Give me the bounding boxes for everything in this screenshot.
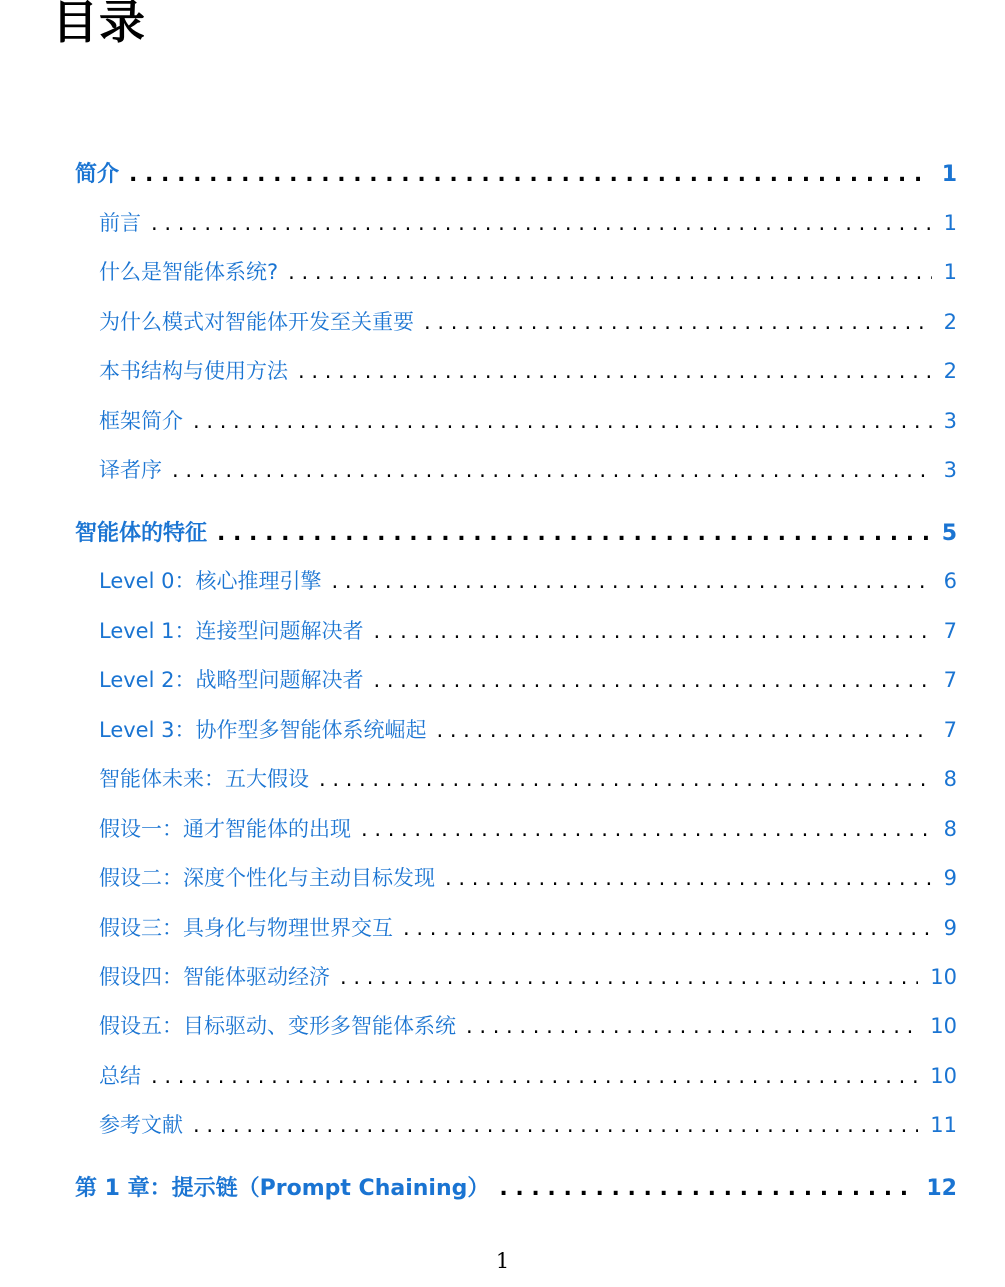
toc-entry-page: 1 (943, 211, 957, 235)
toc-entry-page: 2 (943, 310, 957, 334)
toc-entry-label: 什么是智能体系统? (99, 260, 279, 284)
toc-entry-chapter[interactable] (75, 516, 957, 547)
dot-leader (319, 767, 932, 791)
toc-entry-page: 2 (943, 359, 957, 383)
toc-entry-chapter[interactable] (75, 157, 957, 188)
dot-leader (298, 359, 932, 383)
toc-entry-page: 9 (943, 866, 957, 890)
dot-leader (373, 619, 931, 643)
dot-leader (424, 310, 932, 334)
toc-entry-section[interactable] (99, 256, 957, 286)
toc-entry-section[interactable] (99, 961, 957, 991)
toc-entry-page: 7 (943, 668, 957, 692)
dot-leader (466, 1014, 918, 1038)
toc-entry-page: 11 (930, 1113, 957, 1137)
toc-entry-label: 参考文献 (99, 1113, 183, 1137)
toc-entry-chapter[interactable] (75, 1171, 957, 1202)
toc-entry-label: 假设四：智能体驱动经济 (99, 965, 330, 989)
toc-entry-section[interactable] (99, 763, 957, 793)
page-title: 目录 (52, 0, 146, 49)
dot-leader (445, 866, 932, 890)
toc-entry-page: 8 (943, 767, 957, 791)
toc-entry-section[interactable] (99, 207, 957, 237)
dot-leader (373, 668, 931, 692)
toc-entry-page: 10 (930, 1064, 957, 1088)
toc-entry-label: 译者序 (99, 458, 162, 482)
toc-entry-label: 假设三：具身化与物理世界交互 (99, 916, 393, 940)
toc-entry-page: 9 (943, 916, 957, 940)
toc-entry-page: 10 (930, 965, 957, 989)
dot-leader (340, 965, 918, 989)
toc-entry-section[interactable] (99, 565, 957, 595)
dot-leader (436, 718, 931, 742)
toc-entry-page: 8 (943, 817, 957, 841)
toc-entry-label: 简介 (75, 162, 120, 187)
toc-entry-section[interactable] (99, 405, 957, 435)
toc-entry-page: 7 (943, 619, 957, 643)
toc-entry-section[interactable] (99, 615, 957, 645)
toc-entry-page: 6 (943, 569, 957, 593)
dot-leader (217, 521, 930, 546)
toc-entry-label: 本书结构与使用方法 (99, 359, 288, 383)
toc-entry-label: Level 3：协作型多智能体系统崛起 (99, 718, 427, 742)
toc-entry-label: Level 0：核心推理引擎 (99, 569, 322, 593)
page-number: 1 (495, 1249, 510, 1273)
toc-entry-section[interactable] (99, 1060, 957, 1090)
toc-entry-page: 1 (941, 162, 957, 187)
dot-leader (151, 211, 932, 235)
toc-entry-section[interactable] (99, 664, 957, 694)
toc-entry-page: 7 (943, 718, 957, 742)
toc-entry-label: Level 1：连接型问题解决者 (99, 619, 364, 643)
toc-entry-label: Level 2：战略型问题解决者 (99, 668, 364, 692)
toc-entry-label: 为什么模式对智能体开发至关重要 (99, 310, 414, 334)
toc-entry-page: 1 (943, 260, 957, 284)
dot-leader (499, 1176, 914, 1201)
toc-entry-section[interactable] (99, 306, 957, 336)
toc-entry-label: 智能体的特征 (75, 521, 208, 546)
dot-leader (331, 569, 931, 593)
dot-leader (361, 817, 932, 841)
dot-leader (193, 1113, 918, 1137)
toc-entry-page: 10 (930, 1014, 957, 1038)
toc-entry-page: 3 (943, 409, 957, 433)
toc-entry-label: 总结 (99, 1064, 141, 1088)
dot-leader (403, 916, 932, 940)
dot-leader (288, 260, 931, 284)
toc-entry-page: 5 (941, 521, 957, 546)
toc-entry-section[interactable] (99, 1109, 957, 1139)
toc-entry-section[interactable] (99, 912, 957, 942)
toc-entry-label: 框架简介 (99, 409, 183, 433)
toc-entry-section[interactable] (99, 862, 957, 892)
toc-entry-page: 12 (926, 1176, 957, 1201)
toc-entry-label: 假设二：深度个性化与主动目标发现 (99, 866, 435, 890)
toc-entry-label: 假设五：目标驱动、变形多智能体系统 (99, 1014, 456, 1038)
toc-entry-label: 智能体未来：五大假设 (99, 767, 309, 791)
dot-leader (193, 409, 932, 433)
toc-entry-label: 前言 (99, 211, 141, 235)
toc-entry-section[interactable] (99, 454, 957, 484)
toc-entry-section[interactable] (99, 355, 957, 385)
dot-leader (172, 458, 932, 482)
toc-entry-section[interactable] (99, 813, 957, 843)
dot-leader (129, 162, 930, 187)
toc-entry-section[interactable] (99, 1010, 957, 1040)
dot-leader (151, 1064, 918, 1088)
toc-entry-label: 假设一：通才智能体的出现 (99, 817, 351, 841)
toc-entry-label: 第 1 章：提示链（Prompt Chaining） (75, 1176, 490, 1201)
toc-entry-page: 3 (943, 458, 957, 482)
toc-entry-section[interactable] (99, 714, 957, 744)
